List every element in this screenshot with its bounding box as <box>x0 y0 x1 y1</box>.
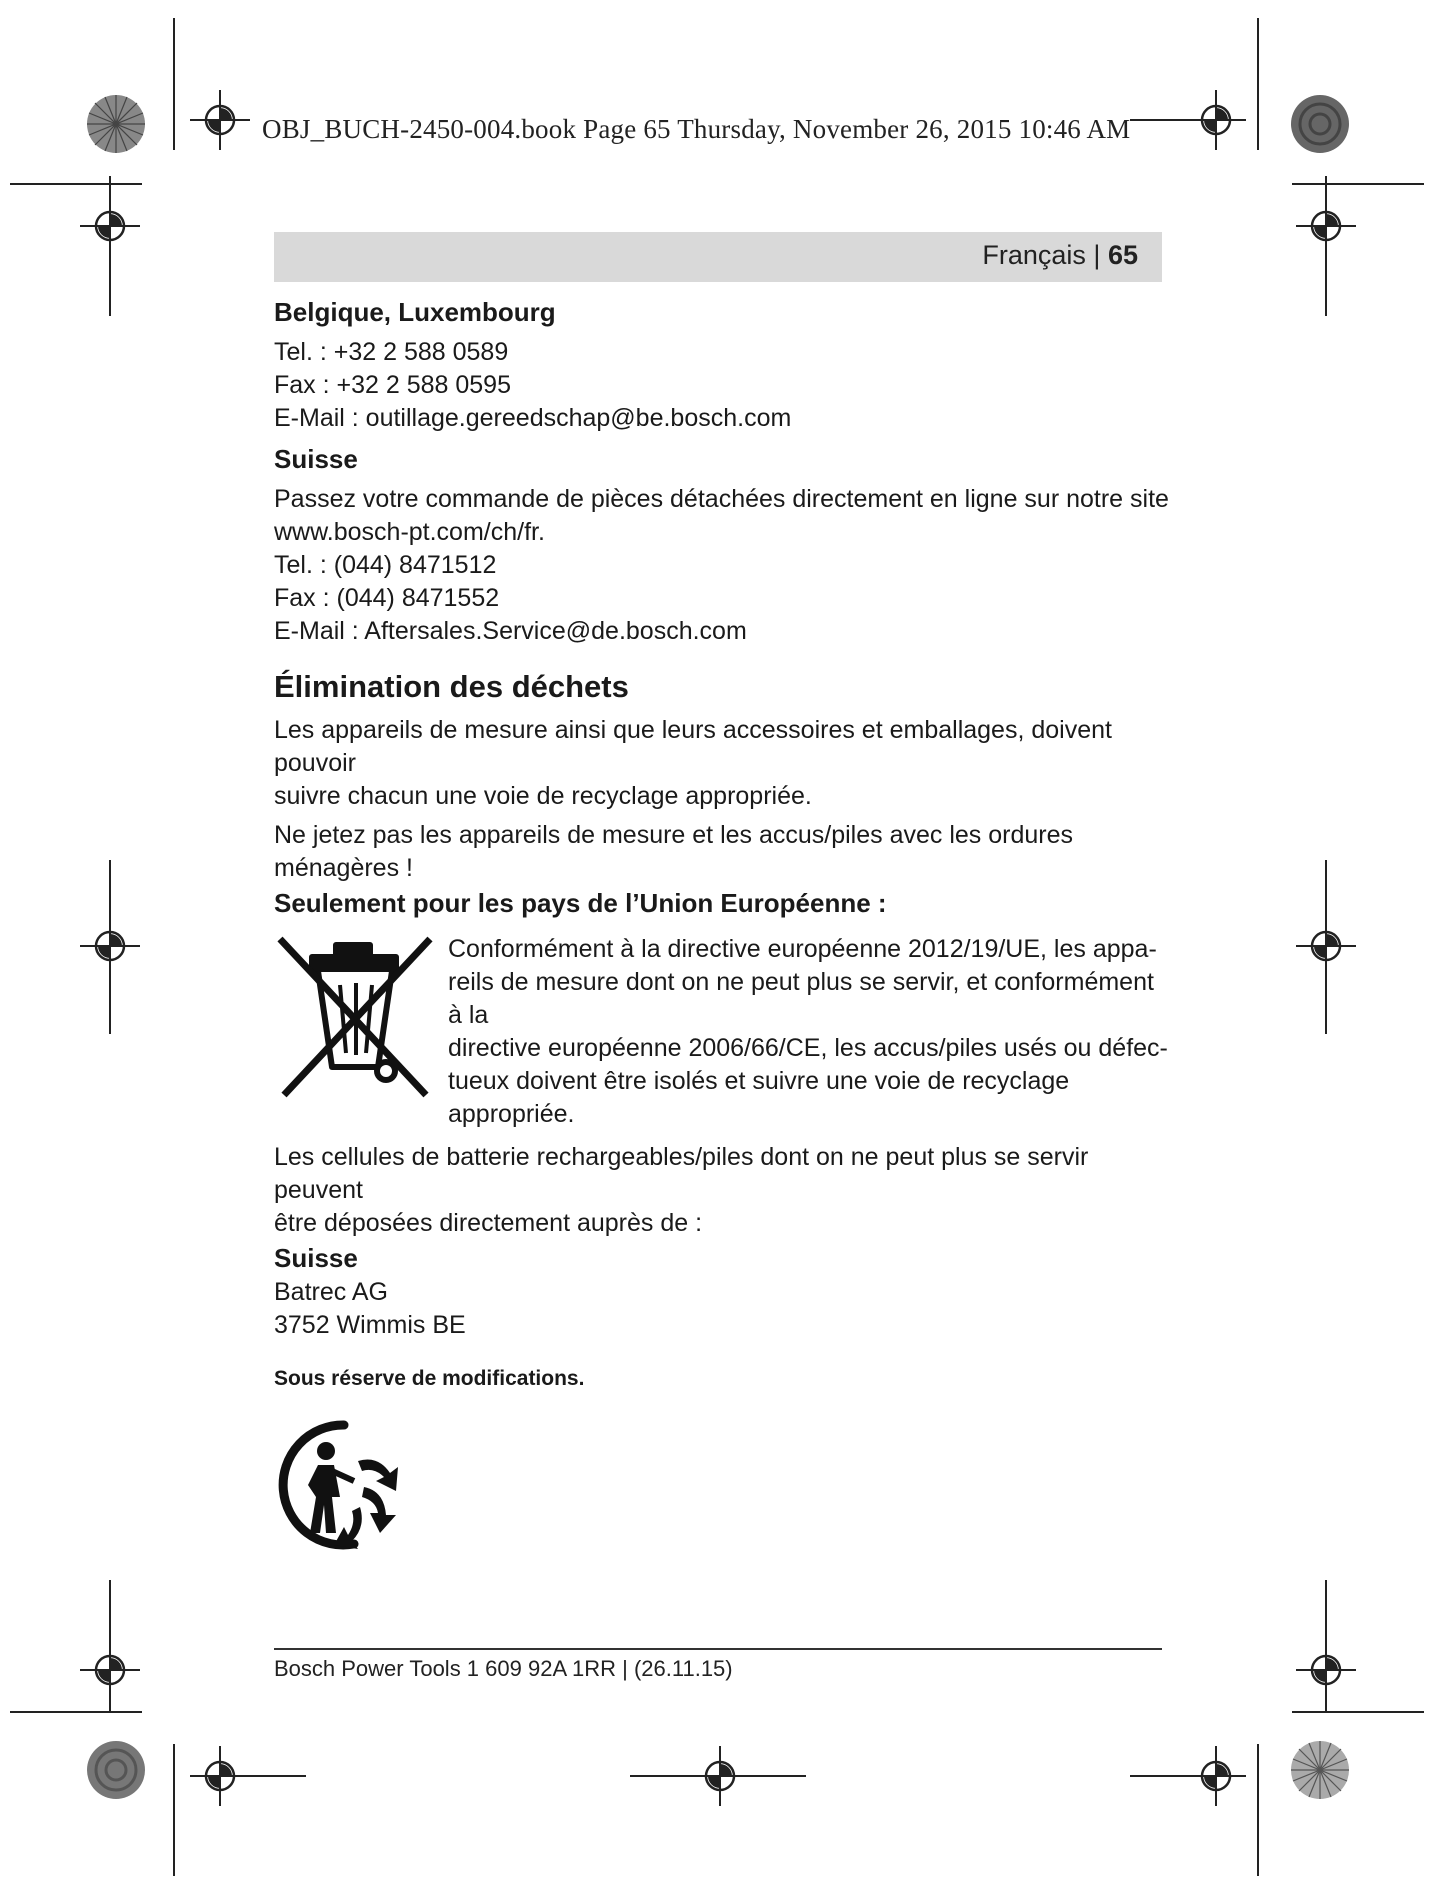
header-separator: | <box>1093 240 1101 270</box>
belgique-heading: Belgique, Luxembourg <box>274 297 556 327</box>
batrec-city: 3752 Wimmis BE <box>274 1311 466 1339</box>
footer-text: Bosch Power Tools 1 609 92A 1RR | (26.11.15) <box>274 1656 733 1681</box>
weee-line-3: directive européenne 2006/66/CE, les accus/piles usés ou défec- <box>448 1034 1168 1062</box>
suisse-line-2: www.bosch-pt.com/ch/fr. <box>274 518 545 546</box>
elimination-para-1-line-1: Les appareils de mesure ainsi que leurs accessoires et emballages, doivent pouvoir <box>274 716 1112 777</box>
suisse-tel: Tel. : (044) 8471512 <box>274 551 497 579</box>
weee-line-4: tueux doivent être isolés et suivre une voie de recyclage appropriée. <box>448 1067 1070 1128</box>
suisse-battery-heading: Suisse <box>274 1243 358 1273</box>
page-header <box>274 232 1162 282</box>
suisse-email: E-Mail : Aftersales.Service@de.bosch.com <box>274 617 747 645</box>
elimination-para-2: Ne jetez pas les appareils de mesure et les accus/piles avec les ordures ménagères ! <box>274 821 1074 882</box>
batteries-line-2: être déposées directement auprès de : <box>274 1209 703 1237</box>
weee-line-1: Conformément à la directive européenne 2012/19/UE, les appa- <box>448 935 1157 963</box>
suisse-line-1: Passez votre commande de pièces détachées directement en ligne sur notre site <box>274 485 1169 513</box>
page-number: 65 <box>1107 240 1138 270</box>
eu-heading: Seulement pour les pays de l’Union Européenne : <box>274 888 887 918</box>
main-content <box>274 294 1174 1564</box>
triman-recycling-icon <box>274 1415 414 1555</box>
header-language: Français <box>982 240 1086 270</box>
weee-line-2: reils de mesure dont on ne peut plus se servir, et conformément à la <box>448 968 1154 1029</box>
elimination-heading: Élimination des déchets <box>274 669 629 704</box>
elimination-para-1-line-2: suivre chacun une voie de recyclage appropriée. <box>274 782 812 810</box>
belgique-email: E-Mail : outillage.gereedschap@be.bosch.com <box>274 404 792 432</box>
weee-block <box>274 931 1174 1131</box>
batrec-name: Batrec AG <box>274 1278 388 1306</box>
suisse-heading: Suisse <box>274 444 358 474</box>
weee-text <box>448 931 1174 1131</box>
header-label <box>982 240 1138 271</box>
print-info-line: OBJ_BUCH-2450-004.book Page 65 Thursday, November 26, 2015 10:46 AM <box>262 114 1131 144</box>
reserve-notice: Sous réserve de modifications. <box>274 1367 585 1390</box>
batteries-line-1: Les cellules de batterie rechargeables/piles dont on ne peut plus se servir peuvent <box>274 1143 1089 1204</box>
belgique-tel: Tel. : +32 2 588 0589 <box>274 338 509 366</box>
suisse-fax: Fax : (044) 8471552 <box>274 584 500 612</box>
crossed-bin-icon <box>274 931 436 1099</box>
footer-rule <box>274 1648 1162 1650</box>
belgique-fax: Fax : +32 2 588 0595 <box>274 371 511 399</box>
